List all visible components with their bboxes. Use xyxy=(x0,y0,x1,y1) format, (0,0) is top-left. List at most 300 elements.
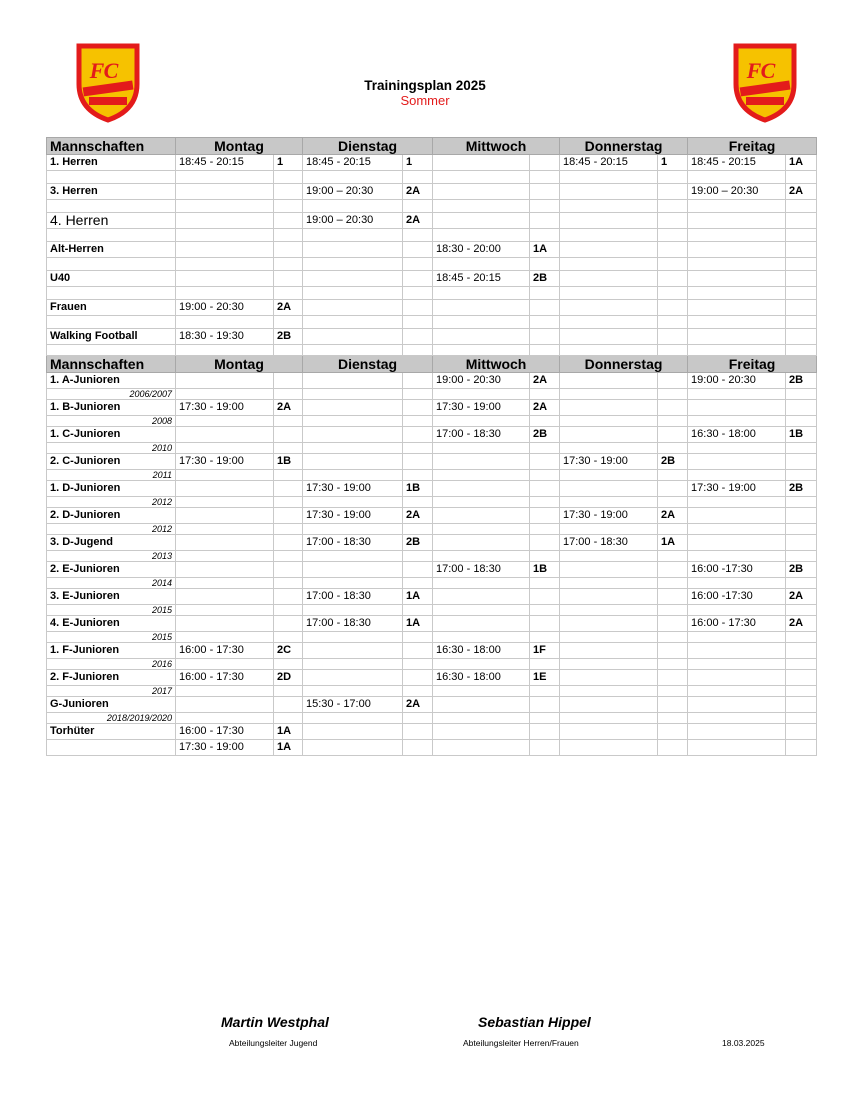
club-crest-logo-right xyxy=(730,40,800,124)
time-cell xyxy=(303,454,403,470)
empty-cell xyxy=(403,578,433,589)
empty-cell xyxy=(433,316,530,329)
empty-cell xyxy=(688,171,786,184)
empty-cell xyxy=(176,443,274,454)
team-row xyxy=(47,427,817,443)
group-cell: 2A xyxy=(403,184,433,200)
page-subtitle: Sommer xyxy=(400,93,450,108)
empty-cell xyxy=(303,258,403,271)
group-cell xyxy=(530,589,560,605)
time-cell xyxy=(176,271,274,287)
group-cell: 2B xyxy=(786,373,817,389)
empty-cell xyxy=(176,632,274,643)
group-cell xyxy=(530,184,560,200)
header-mon: Montag xyxy=(176,356,303,373)
birth-year: 2016 xyxy=(47,659,176,670)
group-cell xyxy=(786,643,817,659)
group-cell xyxy=(658,271,688,287)
group-cell: 1 xyxy=(403,155,433,171)
group-cell xyxy=(530,454,560,470)
header-tue: Dienstag xyxy=(303,138,433,155)
empty-cell xyxy=(433,497,530,508)
spacer-row xyxy=(47,632,817,643)
team-row xyxy=(47,300,817,316)
group-cell: 2A xyxy=(658,508,688,524)
group-cell xyxy=(786,740,817,756)
team-row xyxy=(47,400,817,416)
time-cell: 19:00 - 20:30 xyxy=(688,373,786,389)
empty-cell xyxy=(786,659,817,670)
group-cell xyxy=(530,155,560,171)
group-cell xyxy=(403,740,433,756)
group-cell: 2B xyxy=(530,271,560,287)
group-cell: 1B xyxy=(786,427,817,443)
group-cell xyxy=(786,697,817,713)
group-cell xyxy=(658,242,688,258)
empty-cell xyxy=(786,316,817,329)
empty-cell xyxy=(658,416,688,427)
empty-cell xyxy=(433,686,530,697)
empty-cell xyxy=(176,316,274,329)
empty-cell xyxy=(176,258,274,271)
empty-cell xyxy=(658,258,688,271)
empty-cell xyxy=(303,497,403,508)
empty-cell xyxy=(403,659,433,670)
group-cell xyxy=(658,300,688,316)
time-cell xyxy=(303,271,403,287)
empty-cell xyxy=(403,443,433,454)
header-fri: Freitag xyxy=(688,356,817,373)
time-cell xyxy=(560,724,658,740)
empty-cell xyxy=(530,713,560,724)
empty-cell xyxy=(688,416,786,427)
group-cell xyxy=(530,535,560,551)
empty-cell xyxy=(176,605,274,616)
time-cell: 17:30 - 19:00 xyxy=(176,454,274,470)
time-cell: 16:00 - 17:30 xyxy=(688,616,786,632)
empty-cell xyxy=(403,345,433,356)
empty-cell xyxy=(274,524,303,535)
empty-cell xyxy=(303,287,403,300)
team-row xyxy=(47,373,817,389)
empty-cell xyxy=(303,551,403,562)
empty-cell xyxy=(274,200,303,213)
empty-cell xyxy=(786,632,817,643)
time-cell: 17:30 - 19:00 xyxy=(303,481,403,497)
empty-cell xyxy=(433,287,530,300)
empty-cell xyxy=(274,345,303,356)
group-cell xyxy=(274,535,303,551)
birth-year: 2012 xyxy=(47,497,176,508)
empty-cell xyxy=(530,659,560,670)
empty-cell xyxy=(274,287,303,300)
empty-cell xyxy=(688,578,786,589)
group-cell xyxy=(403,670,433,686)
empty-cell xyxy=(530,229,560,242)
time-cell xyxy=(688,508,786,524)
spacer-row xyxy=(47,258,817,271)
group-cell xyxy=(403,400,433,416)
birth-year: 2013 xyxy=(47,551,176,562)
birth-year: 2012 xyxy=(47,524,176,535)
time-cell xyxy=(303,400,403,416)
empty-cell xyxy=(560,524,658,535)
empty-cell xyxy=(403,416,433,427)
empty-cell xyxy=(433,389,530,400)
birth-year: 2008 xyxy=(47,416,176,427)
group-cell: 1B xyxy=(274,454,303,470)
empty-cell xyxy=(176,686,274,697)
time-cell xyxy=(688,271,786,287)
birth-year: 2014 xyxy=(47,578,176,589)
group-cell: 1A xyxy=(403,589,433,605)
time-cell xyxy=(560,400,658,416)
empty-cell xyxy=(530,345,560,356)
time-cell xyxy=(560,300,658,316)
group-cell xyxy=(658,562,688,578)
empty-cell xyxy=(274,713,303,724)
group-cell xyxy=(530,329,560,345)
group-cell xyxy=(530,740,560,756)
empty-cell xyxy=(658,578,688,589)
empty-cell xyxy=(560,551,658,562)
empty-cell xyxy=(560,470,658,481)
team-name: G-Junioren xyxy=(47,697,176,713)
empty-cell xyxy=(658,497,688,508)
group-cell xyxy=(403,373,433,389)
empty-cell xyxy=(530,416,560,427)
empty-cell xyxy=(433,443,530,454)
empty-cell xyxy=(274,443,303,454)
group-cell: 2A xyxy=(403,697,433,713)
empty-cell xyxy=(530,686,560,697)
team-name: 2. F-Junioren xyxy=(47,670,176,686)
team-name: 1. D-Junioren xyxy=(47,481,176,497)
empty-cell xyxy=(688,345,786,356)
empty-cell xyxy=(530,171,560,184)
empty-cell xyxy=(530,632,560,643)
empty-cell xyxy=(176,497,274,508)
spacer-row xyxy=(47,416,817,427)
team-name: 2. E-Junioren xyxy=(47,562,176,578)
time-cell: 17:30 - 19:00 xyxy=(176,400,274,416)
empty-cell xyxy=(786,713,817,724)
empty-cell xyxy=(688,470,786,481)
empty-cell xyxy=(403,316,433,329)
time-cell xyxy=(688,535,786,551)
time-cell: 16:00 - 17:30 xyxy=(176,643,274,659)
empty-cell xyxy=(786,171,817,184)
empty-cell xyxy=(560,605,658,616)
group-cell: 2A xyxy=(274,400,303,416)
title-block xyxy=(250,78,600,108)
birth-year: 2017 xyxy=(47,686,176,697)
spacer-row xyxy=(47,578,817,589)
empty-cell xyxy=(303,171,403,184)
group-cell xyxy=(403,300,433,316)
empty-cell xyxy=(403,524,433,535)
empty-cell xyxy=(433,200,530,213)
table-header-row xyxy=(47,356,817,373)
empty-cell xyxy=(433,345,530,356)
time-cell: 18:45 - 20:15 xyxy=(688,155,786,171)
time-cell xyxy=(560,670,658,686)
time-cell xyxy=(560,184,658,200)
header-wed: Mittwoch xyxy=(433,138,560,155)
group-cell: 1A xyxy=(786,155,817,171)
time-cell xyxy=(560,643,658,659)
team-name: Frauen xyxy=(47,300,176,316)
group-cell: 1A xyxy=(274,724,303,740)
empty-cell xyxy=(403,605,433,616)
time-cell: 17:00 - 18:30 xyxy=(433,427,530,443)
group-cell xyxy=(658,697,688,713)
time-cell xyxy=(688,670,786,686)
team-name: 1. Herren xyxy=(47,155,176,171)
empty-cell xyxy=(303,524,403,535)
time-cell xyxy=(433,454,530,470)
group-cell: 2D xyxy=(274,670,303,686)
team-name: 1. C-Junioren xyxy=(47,427,176,443)
empty-cell xyxy=(530,497,560,508)
time-cell xyxy=(433,481,530,497)
time-cell xyxy=(303,740,403,756)
time-cell xyxy=(560,271,658,287)
empty-cell xyxy=(786,524,817,535)
team-name xyxy=(47,740,176,756)
time-cell xyxy=(560,740,658,756)
time-cell xyxy=(688,454,786,470)
empty-cell xyxy=(403,171,433,184)
group-cell: 2B xyxy=(786,481,817,497)
time-cell xyxy=(688,213,786,229)
header-mannschaften: Mannschaften xyxy=(47,138,176,155)
time-cell xyxy=(560,427,658,443)
empty-cell xyxy=(403,470,433,481)
empty-cell xyxy=(176,389,274,400)
empty-cell xyxy=(560,171,658,184)
empty-cell xyxy=(530,258,560,271)
birth-year: 2015 xyxy=(47,605,176,616)
svg-text:C: C xyxy=(103,58,119,83)
group-cell xyxy=(658,643,688,659)
time-cell: 17:30 - 19:00 xyxy=(303,508,403,524)
time-cell xyxy=(433,213,530,229)
group-cell xyxy=(530,481,560,497)
time-cell: 17:30 - 19:00 xyxy=(560,454,658,470)
club-crest-logo-left xyxy=(73,40,143,124)
team-row xyxy=(47,697,817,713)
time-cell xyxy=(560,213,658,229)
team-row xyxy=(47,643,817,659)
group-cell: 1A xyxy=(658,535,688,551)
team-row xyxy=(47,454,817,470)
empty-cell xyxy=(433,524,530,535)
group-cell xyxy=(786,329,817,345)
empty-cell xyxy=(658,229,688,242)
empty-cell xyxy=(560,443,658,454)
group-cell: 2A xyxy=(530,373,560,389)
empty-cell xyxy=(303,686,403,697)
empty-cell xyxy=(433,713,530,724)
group-cell xyxy=(274,242,303,258)
empty-cell xyxy=(303,470,403,481)
group-cell xyxy=(658,724,688,740)
table-header-row xyxy=(47,138,817,155)
group-cell: 1B xyxy=(530,562,560,578)
team-name: U40 xyxy=(47,271,176,287)
time-cell: 17:00 - 18:30 xyxy=(560,535,658,551)
group-cell: 1A xyxy=(274,740,303,756)
time-cell xyxy=(688,724,786,740)
empty-cell xyxy=(403,389,433,400)
group-cell xyxy=(658,616,688,632)
header-thu: Donnerstag xyxy=(560,138,688,155)
empty-cell xyxy=(530,287,560,300)
group-cell: 2B xyxy=(530,427,560,443)
empty-cell xyxy=(530,389,560,400)
group-cell: 2C xyxy=(274,643,303,659)
time-cell: 16:00 -17:30 xyxy=(688,562,786,578)
time-cell xyxy=(433,300,530,316)
team-row xyxy=(47,724,817,740)
empty-cell xyxy=(560,416,658,427)
time-cell: 18:45 - 20:15 xyxy=(560,155,658,171)
empty-cell xyxy=(560,659,658,670)
time-cell xyxy=(560,373,658,389)
svg-text:F: F xyxy=(89,58,105,83)
empty-cell xyxy=(530,200,560,213)
header-wed: Mittwoch xyxy=(433,356,560,373)
empty-cell xyxy=(303,316,403,329)
team-name: 2. C-Junioren xyxy=(47,454,176,470)
signature-name-2: Sebastian Hippel xyxy=(478,1014,591,1030)
empty-cell xyxy=(303,578,403,589)
empty-cell xyxy=(403,497,433,508)
time-cell: 17:00 - 18:30 xyxy=(303,589,403,605)
empty-cell xyxy=(176,229,274,242)
time-cell xyxy=(303,329,403,345)
time-cell: 18:30 - 19:30 xyxy=(176,329,274,345)
empty-cell xyxy=(176,200,274,213)
empty-cell xyxy=(658,345,688,356)
empty-cell xyxy=(786,200,817,213)
time-cell xyxy=(303,643,403,659)
group-cell xyxy=(786,508,817,524)
group-cell xyxy=(274,427,303,443)
group-cell xyxy=(274,562,303,578)
time-cell: 17:00 - 18:30 xyxy=(303,535,403,551)
empty-cell xyxy=(560,632,658,643)
group-cell: 2A xyxy=(786,589,817,605)
group-cell: 2B xyxy=(786,562,817,578)
time-cell xyxy=(688,242,786,258)
spacer-row xyxy=(47,287,817,300)
empty-cell xyxy=(303,200,403,213)
group-cell xyxy=(530,697,560,713)
spacer-row xyxy=(47,470,817,481)
empty-cell xyxy=(530,443,560,454)
group-cell xyxy=(403,242,433,258)
group-cell: 2A xyxy=(786,184,817,200)
spacer-row xyxy=(47,171,817,184)
birth-year: 2015 xyxy=(47,632,176,643)
time-cell: 18:45 - 20:15 xyxy=(433,271,530,287)
empty-cell xyxy=(688,713,786,724)
empty-cell xyxy=(786,258,817,271)
group-cell xyxy=(786,300,817,316)
team-name: 1. B-Junioren xyxy=(47,400,176,416)
time-cell: 16:00 -17:30 xyxy=(688,589,786,605)
header-tue: Dienstag xyxy=(303,356,433,373)
group-cell: 2A xyxy=(274,300,303,316)
empty-cell xyxy=(688,200,786,213)
time-cell xyxy=(176,589,274,605)
group-cell xyxy=(786,400,817,416)
time-cell: 16:30 - 18:00 xyxy=(433,670,530,686)
empty-cell xyxy=(403,632,433,643)
team-name: 4. Herren xyxy=(47,213,176,229)
group-cell xyxy=(530,508,560,524)
svg-text:C: C xyxy=(760,58,776,83)
time-cell xyxy=(688,740,786,756)
group-cell xyxy=(786,454,817,470)
time-cell xyxy=(176,242,274,258)
team-name: 4. E-Junioren xyxy=(47,616,176,632)
spacer-row xyxy=(47,659,817,670)
empty-cell xyxy=(688,605,786,616)
signature-role-1: Abteilungsleiter Jugend xyxy=(229,1038,318,1048)
empty-cell xyxy=(658,470,688,481)
empty-cell xyxy=(786,605,817,616)
empty-cell xyxy=(560,578,658,589)
time-cell xyxy=(560,562,658,578)
empty-cell xyxy=(274,551,303,562)
group-cell xyxy=(658,589,688,605)
empty-cell xyxy=(560,258,658,271)
empty-cell xyxy=(274,229,303,242)
empty-cell xyxy=(658,389,688,400)
empty-cell xyxy=(303,443,403,454)
time-cell: 17:30 - 19:00 xyxy=(176,740,274,756)
empty-cell xyxy=(274,416,303,427)
header-mon: Montag xyxy=(176,138,303,155)
empty-cell xyxy=(786,470,817,481)
group-cell xyxy=(786,271,817,287)
empty-cell xyxy=(176,713,274,724)
time-cell xyxy=(433,329,530,345)
empty-cell xyxy=(176,171,274,184)
spacer-row xyxy=(47,605,817,616)
empty-cell xyxy=(47,258,176,271)
empty-cell xyxy=(403,200,433,213)
time-cell xyxy=(303,562,403,578)
team-row xyxy=(47,329,817,345)
empty-cell xyxy=(403,229,433,242)
time-cell xyxy=(303,427,403,443)
group-cell xyxy=(403,427,433,443)
header-mannschaften: Mannschaften xyxy=(47,356,176,373)
birth-year: 2006/2007 xyxy=(47,389,176,400)
group-cell xyxy=(786,242,817,258)
spacer-row xyxy=(47,229,817,242)
empty-cell xyxy=(47,171,176,184)
empty-cell xyxy=(560,345,658,356)
spacer-row xyxy=(47,497,817,508)
time-cell xyxy=(433,184,530,200)
empty-cell xyxy=(688,686,786,697)
empty-cell xyxy=(403,686,433,697)
